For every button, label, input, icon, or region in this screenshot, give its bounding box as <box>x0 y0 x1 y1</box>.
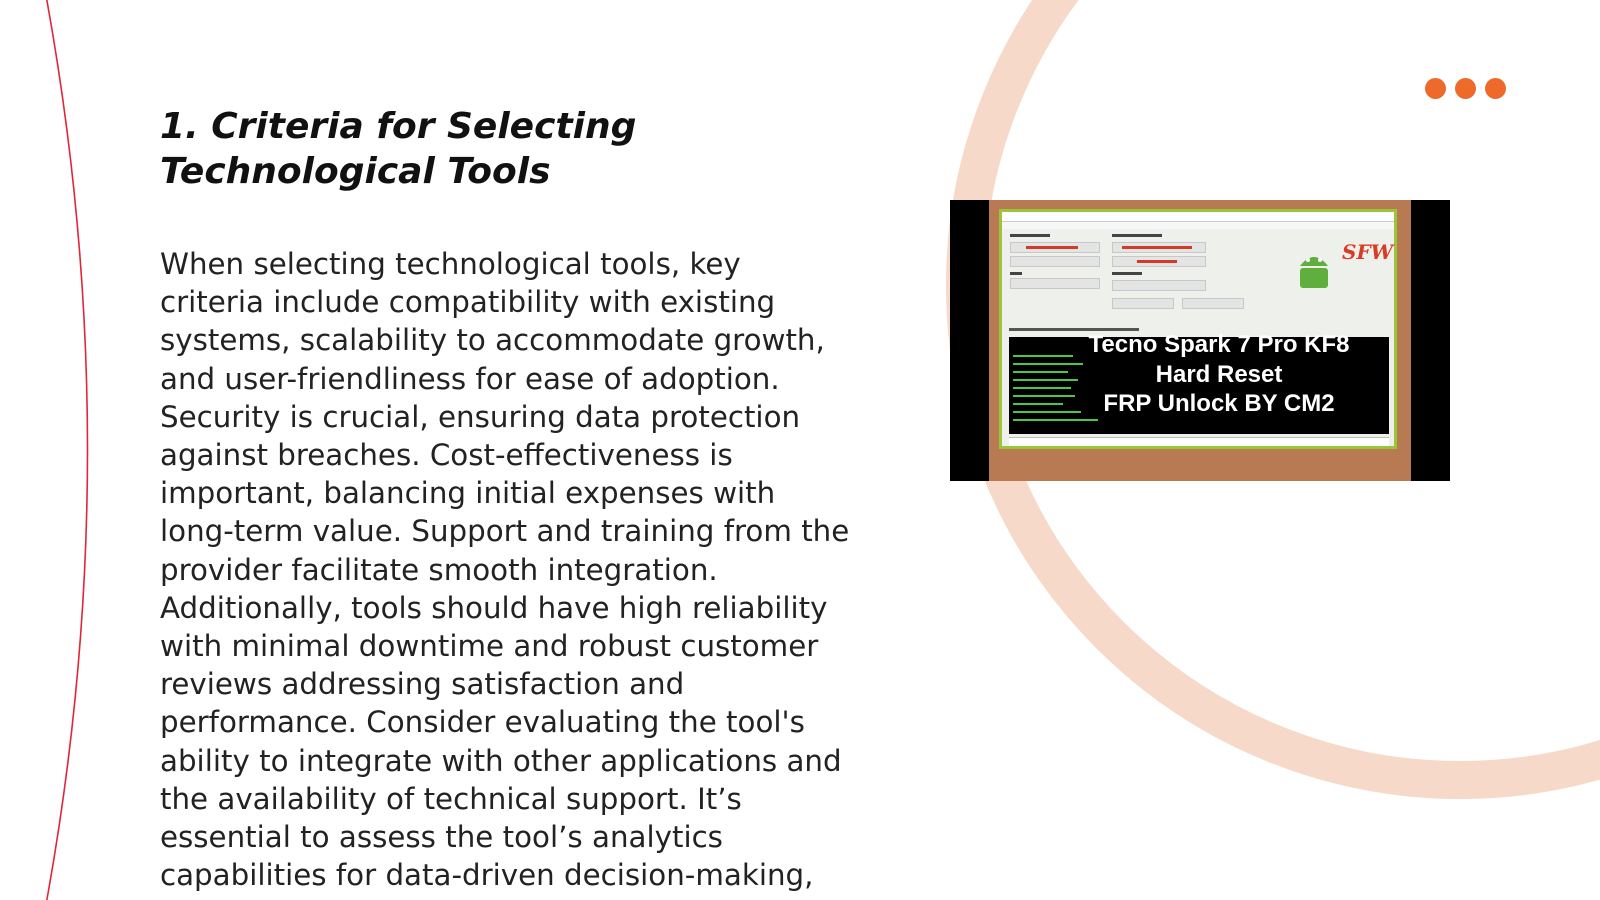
log-line <box>1013 355 1073 357</box>
panel-button <box>1112 280 1206 291</box>
panel-button-text <box>1137 260 1177 263</box>
video-caption-line-3: FRP Unlock BY CM2 <box>1103 390 1335 417</box>
video-caption-line-2: Hard Reset <box>1155 360 1283 388</box>
log-line <box>1013 403 1063 405</box>
panel-label <box>1112 272 1142 275</box>
window-titlebar <box>1002 212 1394 222</box>
log-line <box>1013 371 1068 373</box>
dot-icon <box>1455 78 1476 99</box>
panel-button <box>1010 256 1100 267</box>
video-caption-line-1: Tecno Spark 7 Pro KF8 <box>1088 331 1350 358</box>
video-thumbnail[interactable] <box>950 200 1450 481</box>
dot-icon <box>1425 78 1446 99</box>
panel-button <box>1182 298 1244 309</box>
left-accent-line <box>45 0 88 900</box>
panel-button-text <box>1026 246 1078 249</box>
panel-label <box>1112 234 1162 237</box>
panel-label <box>1010 272 1022 275</box>
panel-button <box>1112 298 1174 309</box>
log-line <box>1013 387 1071 389</box>
panel-button <box>1010 278 1100 289</box>
slide-title: 1. Criteria for Selecting Technological Tools <box>160 106 637 192</box>
android-icon <box>1294 244 1334 294</box>
log-line <box>1013 419 1098 421</box>
window-status-bar <box>1009 437 1389 446</box>
dot-icon <box>1485 78 1506 99</box>
log-line <box>1013 395 1075 397</box>
video-caption <box>1069 330 1369 419</box>
panel-label <box>1010 234 1050 237</box>
panel-button-text <box>1122 246 1192 249</box>
sfw-logo: SFW <box>1342 240 1394 264</box>
more-dots-icon[interactable] <box>1425 78 1506 99</box>
video-frame-content <box>989 200 1411 481</box>
window-menubar <box>1002 222 1394 229</box>
slide-body-text: When selecting technological tools, key criteria include compatibility with existing systems, scalability to accommodate growth, and user-friendliness for ease of adoption. Security is crucial, ensuring data protection against breaches. Cost-effectiveness is important, balancing initial expenses with long-term value. Support and training from the provider facilitate smooth integration. Additionally, tools should have high reliability with minimal downtime and robust customer reviews addressing satisfaction and performance. Consider evaluating the tool's ability to integrate with other applications and the availability of technical support. It’s essential to assess the tool’s analytics capabilities for data-driven decision-making, <box>160 247 850 893</box>
